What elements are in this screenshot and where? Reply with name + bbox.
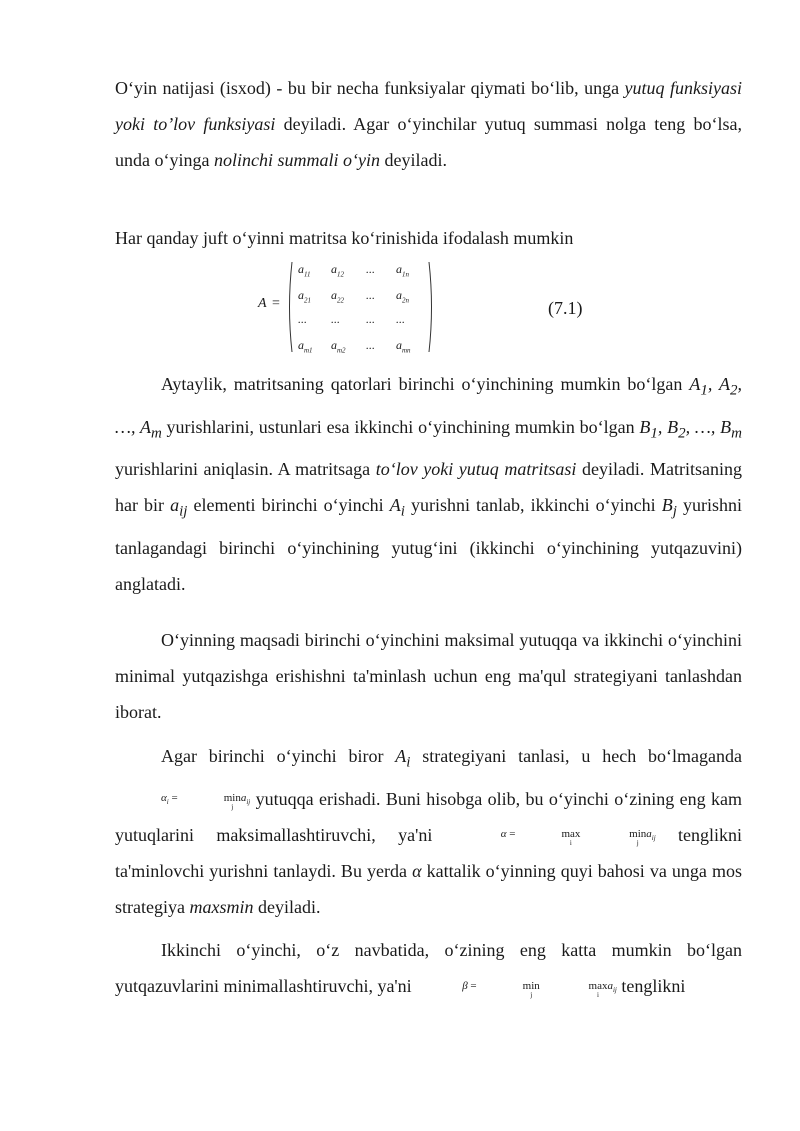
paragraph-minmax [115, 932, 742, 1004]
symbol-sub: j [672, 503, 677, 520]
matrix-cell-index: 21 [304, 296, 311, 305]
symbol-sub: m [150, 425, 162, 442]
matrix-cell-value: ... [366, 262, 375, 276]
text-span: yurishni tanlagandagi birinchi o‘yinchining yutug‘ini (ikkinchi o‘yinchining yutqazuvini) anglatadi. [115, 495, 742, 594]
matrix-cell-value: a [331, 262, 337, 276]
matrix-cell-value: ... [366, 288, 375, 302]
text-span: O‘yin natijasi (isxod) - bu bir necha funksiyalar qiymati bo‘lib, unga [115, 78, 620, 98]
formula-alpha-i [115, 792, 251, 812]
matrix-cell-value: ... [298, 312, 307, 326]
matrix-cell [331, 312, 340, 328]
text-span: Agar birinchi o‘yinchi biror [161, 746, 396, 766]
formula-beta [416, 979, 617, 999]
matrix-cell [366, 338, 375, 354]
matrix-cell-index: m2 [337, 346, 346, 355]
equation-number: (7.1) [548, 298, 583, 318]
matrix-cell [298, 288, 311, 304]
symbol-sub: 2 [729, 382, 738, 399]
symbol: B [720, 416, 732, 437]
text-span: yurishlarini, ustunlari esa ikkinchi o‘yinchining mumkin bo‘lgan [161, 416, 640, 437]
symbol: B [639, 416, 651, 437]
separator: , …, [115, 374, 742, 437]
formula-var: a [646, 828, 652, 841]
formula-op: min [629, 828, 647, 841]
matrix-cell-value: a [331, 288, 337, 302]
matrix-cell-value: ... [331, 312, 340, 326]
text-span: deyiladi. [253, 896, 321, 917]
formula-eq: = [168, 792, 178, 805]
italic-term: nolinchi summali o‘yin [213, 150, 380, 170]
symbol: a [170, 495, 180, 516]
paragraph-moves-definition [115, 366, 742, 602]
matrix-cell [298, 262, 310, 278]
text-span: elementi birinchi o‘yinchi [187, 495, 390, 516]
text-span: yurishni tanlab, ikkinchi o‘yinchi [404, 495, 662, 516]
text-span: O‘yinning maqsadi birinchi o‘yinchini maksimal yutuqqa va ikkinchi o‘yinchini minimal yutqazishga erishishni ta'minlash uchun eng ma'qul strategiyani tanlashdan iborat. [115, 630, 742, 722]
matrix-cell [298, 312, 307, 328]
italic-term: to‘lov yoki yutuq matritsasi [375, 459, 577, 480]
text-span: deyiladi. [379, 150, 447, 170]
symbol: A [389, 495, 401, 516]
matrix-cell-value: a [396, 262, 402, 276]
matrix-cell [331, 262, 344, 278]
formula-op: min [223, 792, 241, 805]
paragraph-matrix-intro [115, 220, 742, 256]
formula-var-sub: ij [651, 834, 656, 843]
matrix-cell [366, 288, 375, 304]
matrix-cell [396, 288, 409, 304]
paragraph-game-goal [115, 622, 742, 730]
matrix-cell [396, 338, 411, 354]
text-span: Har qanday juft o‘yinni matritsa ko‘rinishida ifodalash mumkin [115, 228, 574, 248]
payoff-matrix [258, 258, 438, 356]
matrix-cell [366, 262, 375, 278]
formula-eq: = [506, 828, 516, 841]
matrix-cell-value: ... [366, 312, 375, 326]
paragraph-maxmin [115, 738, 742, 925]
italic-term: yutuq funksiyasi yoki to’lov funksiyasi [115, 78, 742, 134]
formula-alpha [455, 828, 656, 848]
matrix-cell-value: a [396, 288, 402, 302]
formula-op: max [561, 828, 581, 841]
text-span: yutuqqa erishadi. Buni hisobga olib, bu o‘yinchi o‘zining eng kam yutuqlarini maksimallashtiruvchi, ya'ni [115, 788, 742, 845]
formula-op: max [588, 979, 608, 992]
formula-lhs-sub: i [166, 798, 169, 807]
symbol-sub: m [731, 425, 742, 442]
symbol: B [667, 416, 679, 437]
separator: , [707, 374, 719, 394]
matrix-cell-index: m1 [304, 346, 313, 355]
formula-var-sub: ij [612, 985, 617, 994]
formula-lhs: α [161, 792, 167, 805]
italic-term: maxsmin [189, 896, 254, 917]
paragraph-game-outcome [115, 70, 742, 178]
formula-var: a [240, 792, 247, 805]
formula-eq: = [467, 979, 477, 992]
text-span: deyiladi. Matritsaning har bir [115, 459, 742, 516]
matrix-cell-value: a [331, 338, 337, 352]
matrix-cell-index: 1n [402, 270, 409, 279]
matrix-cell-index: mn [402, 346, 411, 355]
formula-op-sub: j [636, 839, 639, 848]
formula-var-sub: ij [246, 798, 251, 807]
text-span: deyiladi. Agar o‘yinchilar yutuq summasi nolga teng bo‘lsa, unda o‘yinga [115, 114, 742, 170]
matrix-cell-value: a [396, 338, 402, 352]
text-span: tenglikni ta'minlovchi yurishni tanlaydi. Bu yerda [115, 824, 742, 881]
text-span: yurishlarini aniqlasin. A matritsaga [115, 459, 376, 480]
matrix-cell [396, 262, 409, 278]
matrix-cell-index: 22 [337, 296, 344, 305]
symbol-sub: ij [179, 503, 188, 520]
text-span: Ikkinchi o‘yinchi, o‘z navbatida, o‘zining eng katta mumkin bo‘lgan yutqazuvlarini minimallashtiruvchi, ya'ni [115, 940, 742, 996]
matrix-cell [396, 312, 405, 328]
symbol-sub: 2 [678, 425, 686, 442]
matrix-cell-value: ... [396, 312, 405, 326]
symbol-sub: 1 [650, 425, 658, 442]
symbol: A [718, 374, 730, 394]
matrix-cell-value: a [298, 262, 304, 276]
formula-op-sub: j [231, 803, 234, 812]
text-span: Aytaylik, matritsaning qatorlari birinchi o‘yinchining mumkin bo‘lgan [161, 374, 690, 394]
symbol: α [412, 860, 422, 881]
matrix-equals: = [272, 296, 280, 311]
matrix-cell-value: ... [366, 338, 375, 352]
symbol: A [395, 746, 407, 766]
matrix-cell [331, 288, 344, 304]
text-span: kattalik o‘yinning quyi bahosi va unga mos strategiya [115, 860, 742, 917]
matrix-cell-index: 11 [304, 270, 311, 279]
formula-lhs: β [462, 979, 468, 992]
formula-op-sub: i [569, 839, 572, 848]
matrix-cell-value: a [298, 288, 304, 302]
symbol: B [661, 495, 673, 516]
formula-var: a [607, 979, 613, 992]
matrix-cell [298, 338, 313, 354]
formula-lhs: α [500, 828, 507, 841]
formula-op-sub: j [530, 990, 533, 999]
text-span: tenglikni [616, 976, 686, 996]
matrix-label: A [258, 296, 267, 311]
matrix-cell-index: 2n [402, 296, 409, 305]
symbol-sub: i [406, 754, 411, 771]
symbol-sub: 1 [700, 382, 708, 399]
matrix-cell-value: a [298, 338, 304, 352]
symbol: A [139, 416, 151, 437]
separator: , …, [685, 416, 721, 437]
text-span: strategiyani tanlasi, u hech bo‘lmaganda [410, 746, 742, 766]
formula-op-sub: i [597, 990, 599, 999]
matrix-cell [366, 312, 375, 328]
formula-op: min [522, 979, 540, 992]
separator: , [657, 416, 668, 437]
symbol: A [689, 374, 701, 394]
matrix-cell [331, 338, 346, 354]
symbol-sub: i [400, 503, 405, 520]
matrix-cell-index: 12 [337, 270, 344, 279]
